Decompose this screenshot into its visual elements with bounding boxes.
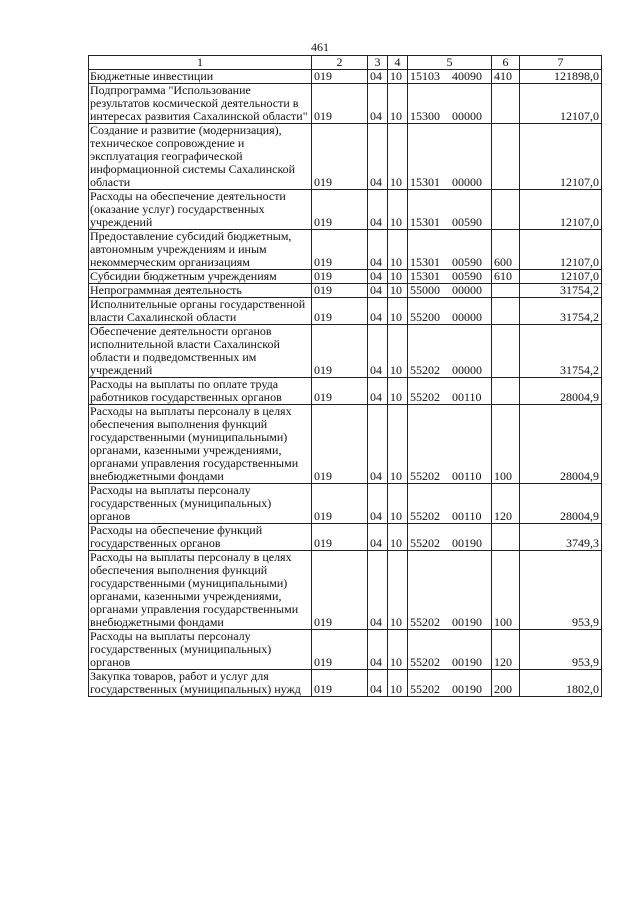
subsection-code-cell: 10 <box>388 270 408 284</box>
target-article-cell <box>408 84 492 124</box>
target-article-cell <box>408 70 492 84</box>
subsection-code-cell: 10 <box>388 230 408 270</box>
column-header: 4 <box>388 56 408 70</box>
row-name-cell: Бюджетные инвестиции <box>89 70 312 84</box>
column-header: 1 <box>89 56 312 70</box>
target-article-part-b: 00190 <box>452 682 482 696</box>
target-article-cell <box>408 405 492 484</box>
section-code-cell: 04 <box>368 270 388 284</box>
row-name-cell: Создание и развитие (модернизация), техническое сопровождение и эксплуатация географической информационной системы Сахалинской области <box>89 124 312 190</box>
grbs-code-cell: 019 <box>312 84 368 124</box>
grbs-code-cell: 019 <box>312 284 368 298</box>
target-article-part-a: 55202 <box>410 509 440 523</box>
grbs-code-cell: 019 <box>312 298 368 325</box>
grbs-code-cell: 019 <box>312 630 368 670</box>
grbs-code-cell: 019 <box>312 124 368 190</box>
amount-cell: 28004,9 <box>520 405 602 484</box>
column-header: 5 <box>408 56 492 70</box>
expense-type-cell <box>492 378 520 405</box>
section-code-cell: 04 <box>368 551 388 630</box>
target-article-part-b: 00000 <box>452 175 482 189</box>
target-article-part-a: 55202 <box>410 469 440 483</box>
grbs-code-cell: 019 <box>312 670 368 697</box>
target-article-part-b: 00590 <box>452 269 482 283</box>
subsection-code-cell: 10 <box>388 298 408 325</box>
target-article-part-a: 15103 <box>410 69 440 83</box>
table-row <box>89 190 602 230</box>
grbs-code-cell: 019 <box>312 524 368 551</box>
subsection-code-cell: 10 <box>388 284 408 298</box>
expense-type-cell: 610 <box>492 270 520 284</box>
row-name-cell: Обеспечение деятельности органов исполнительной власти Сахалинской области и подведомственных им учреждений <box>89 325 312 378</box>
subsection-code-cell: 10 <box>388 630 408 670</box>
table-row <box>89 124 602 190</box>
table-row <box>89 670 602 697</box>
section-code-cell: 04 <box>368 524 388 551</box>
expense-type-cell: 120 <box>492 630 520 670</box>
column-header: 6 <box>492 56 520 70</box>
target-article-part-a: 55000 <box>410 283 440 297</box>
subsection-code-cell: 10 <box>388 190 408 230</box>
grbs-code-cell: 019 <box>312 551 368 630</box>
amount-cell: 31754,2 <box>520 325 602 378</box>
target-article-part-a: 55202 <box>410 390 440 404</box>
target-article-cell <box>408 484 492 524</box>
expense-type-cell: 600 <box>492 230 520 270</box>
amount-cell: 12107,0 <box>520 230 602 270</box>
target-article-part-b: 00000 <box>452 109 482 123</box>
expense-type-cell: 120 <box>492 484 520 524</box>
target-article-part-b: 00590 <box>452 255 482 269</box>
target-article-cell <box>408 524 492 551</box>
table-row <box>89 84 602 124</box>
target-article-cell <box>408 230 492 270</box>
target-article-part-b: 40090 <box>452 69 482 83</box>
target-article-cell <box>408 378 492 405</box>
amount-cell: 28004,9 <box>520 484 602 524</box>
row-name-cell: Закупка товаров, работ и услуг для государственных (муниципальных) нужд <box>89 670 312 697</box>
column-header: 2 <box>312 56 368 70</box>
expense-type-cell <box>492 524 520 551</box>
subsection-code-cell: 10 <box>388 70 408 84</box>
table-row <box>89 298 602 325</box>
table-row <box>89 270 602 284</box>
section-code-cell: 04 <box>368 484 388 524</box>
section-code-cell: 04 <box>368 630 388 670</box>
table-row <box>89 230 602 270</box>
expense-type-cell: 100 <box>492 551 520 630</box>
amount-cell: 12107,0 <box>520 270 602 284</box>
amount-cell: 12107,0 <box>520 124 602 190</box>
grbs-code-cell: 019 <box>312 190 368 230</box>
header-row <box>89 56 602 70</box>
target-article-cell <box>408 325 492 378</box>
target-article-part-a: 55202 <box>410 615 440 629</box>
row-name-cell: Предоставление субсидий бюджетным, автономным учреждениям и иным некоммерческим организациям <box>89 230 312 270</box>
amount-cell: 12107,0 <box>520 84 602 124</box>
row-name-cell: Подпрограмма "Использование результатов космической деятельности в интересах развития Сахалинской области" <box>89 84 312 124</box>
section-code-cell: 04 <box>368 190 388 230</box>
target-article-part-b: 00110 <box>452 469 482 483</box>
amount-cell: 953,9 <box>520 630 602 670</box>
target-article-part-b: 00110 <box>452 509 482 523</box>
target-article-cell <box>408 190 492 230</box>
section-code-cell: 04 <box>368 84 388 124</box>
expense-type-cell <box>492 284 520 298</box>
amount-cell: 121898,0 <box>520 70 602 84</box>
grbs-code-cell: 019 <box>312 484 368 524</box>
table-row <box>89 284 602 298</box>
amount-cell: 28004,9 <box>520 378 602 405</box>
target-article-part-b: 00000 <box>452 363 482 377</box>
expense-type-cell <box>492 124 520 190</box>
amount-cell: 953,9 <box>520 551 602 630</box>
grbs-code-cell: 019 <box>312 270 368 284</box>
table-row <box>89 484 602 524</box>
subsection-code-cell: 10 <box>388 484 408 524</box>
grbs-code-cell: 019 <box>312 70 368 84</box>
section-code-cell: 04 <box>368 670 388 697</box>
budget-table <box>88 55 602 697</box>
target-article-part-b: 00000 <box>452 310 482 324</box>
row-name-cell: Расходы на выплаты персоналу государственных (муниципальных) органов <box>89 630 312 670</box>
target-article-cell <box>408 270 492 284</box>
target-article-part-b: 00000 <box>452 283 482 297</box>
amount-cell: 31754,2 <box>520 284 602 298</box>
target-article-cell <box>408 124 492 190</box>
page-number: 461 <box>311 40 329 54</box>
subsection-code-cell: 10 <box>388 670 408 697</box>
section-code-cell: 04 <box>368 284 388 298</box>
column-header: 7 <box>520 56 602 70</box>
target-article-part-a: 55202 <box>410 363 440 377</box>
expense-type-cell: 100 <box>492 405 520 484</box>
target-article-part-a: 15301 <box>410 215 440 229</box>
target-article-cell <box>408 630 492 670</box>
target-article-part-b: 00190 <box>452 615 482 629</box>
target-article-cell <box>408 298 492 325</box>
section-code-cell: 04 <box>368 325 388 378</box>
grbs-code-cell: 019 <box>312 405 368 484</box>
row-name-cell: Субсидии бюджетным учреждениям <box>89 270 312 284</box>
grbs-code-cell: 019 <box>312 378 368 405</box>
subsection-code-cell: 10 <box>388 405 408 484</box>
section-code-cell: 04 <box>368 124 388 190</box>
section-code-cell: 04 <box>368 70 388 84</box>
target-article-part-a: 55202 <box>410 536 440 550</box>
subsection-code-cell: 10 <box>388 524 408 551</box>
target-article-part-b: 00190 <box>452 536 482 550</box>
row-name-cell: Расходы на обеспечение деятельности (оказание услуг) государственных учреждений <box>89 190 312 230</box>
expense-type-cell <box>492 325 520 378</box>
expense-type-cell <box>492 298 520 325</box>
table-row <box>89 70 602 84</box>
expense-type-cell <box>492 84 520 124</box>
row-name-cell: Расходы на выплаты персоналу в целях обеспечения выполнения функций государственными (муниципальными) органами, казенными учреждениями, органами управления государственными внебюджетными фондами <box>89 551 312 630</box>
row-name-cell: Исполнительные органы государственной власти Сахалинской области <box>89 298 312 325</box>
target-article-cell <box>408 284 492 298</box>
row-name-cell: Расходы на обеспечение функций государственных органов <box>89 524 312 551</box>
subsection-code-cell: 10 <box>388 84 408 124</box>
target-article-part-a: 55202 <box>410 655 440 669</box>
row-name-cell: Непрограммная деятельность <box>89 284 312 298</box>
target-article-part-a: 15301 <box>410 255 440 269</box>
subsection-code-cell: 10 <box>388 378 408 405</box>
table-row <box>89 630 602 670</box>
target-article-part-a: 55200 <box>410 310 440 324</box>
row-name-cell: Расходы на выплаты по оплате труда работников государственных органов <box>89 378 312 405</box>
expense-type-cell: 200 <box>492 670 520 697</box>
table-body <box>89 70 602 697</box>
section-code-cell: 04 <box>368 378 388 405</box>
row-name-cell: Расходы на выплаты персоналу государственных (муниципальных) органов <box>89 484 312 524</box>
table-row <box>89 405 602 484</box>
row-name-cell: Расходы на выплаты персоналу в целях обеспечения выполнения функций государственными (муниципальными) органами, казенными учреждениями, органами управления государственными внебюджетными фондами <box>89 405 312 484</box>
section-code-cell: 04 <box>368 405 388 484</box>
subsection-code-cell: 10 <box>388 124 408 190</box>
table-row <box>89 524 602 551</box>
table-row <box>89 378 602 405</box>
amount-cell: 31754,2 <box>520 298 602 325</box>
amount-cell: 1802,0 <box>520 670 602 697</box>
target-article-cell <box>408 551 492 630</box>
target-article-part-b: 00590 <box>452 215 482 229</box>
target-article-part-b: 00110 <box>452 390 482 404</box>
amount-cell: 3749,3 <box>520 524 602 551</box>
expense-type-cell: 410 <box>492 70 520 84</box>
subsection-code-cell: 10 <box>388 325 408 378</box>
table-row <box>89 325 602 378</box>
target-article-part-a: 15300 <box>410 109 440 123</box>
target-article-part-a: 15301 <box>410 269 440 283</box>
grbs-code-cell: 019 <box>312 230 368 270</box>
target-article-part-a: 55202 <box>410 682 440 696</box>
column-header: 3 <box>368 56 388 70</box>
target-article-part-a: 15301 <box>410 175 440 189</box>
target-article-cell <box>408 670 492 697</box>
table-header <box>89 56 602 70</box>
grbs-code-cell: 019 <box>312 325 368 378</box>
table-row <box>89 551 602 630</box>
amount-cell: 12107,0 <box>520 190 602 230</box>
target-article-part-b: 00190 <box>452 655 482 669</box>
expense-type-cell <box>492 190 520 230</box>
subsection-code-cell: 10 <box>388 551 408 630</box>
section-code-cell: 04 <box>368 298 388 325</box>
section-code-cell: 04 <box>368 230 388 270</box>
